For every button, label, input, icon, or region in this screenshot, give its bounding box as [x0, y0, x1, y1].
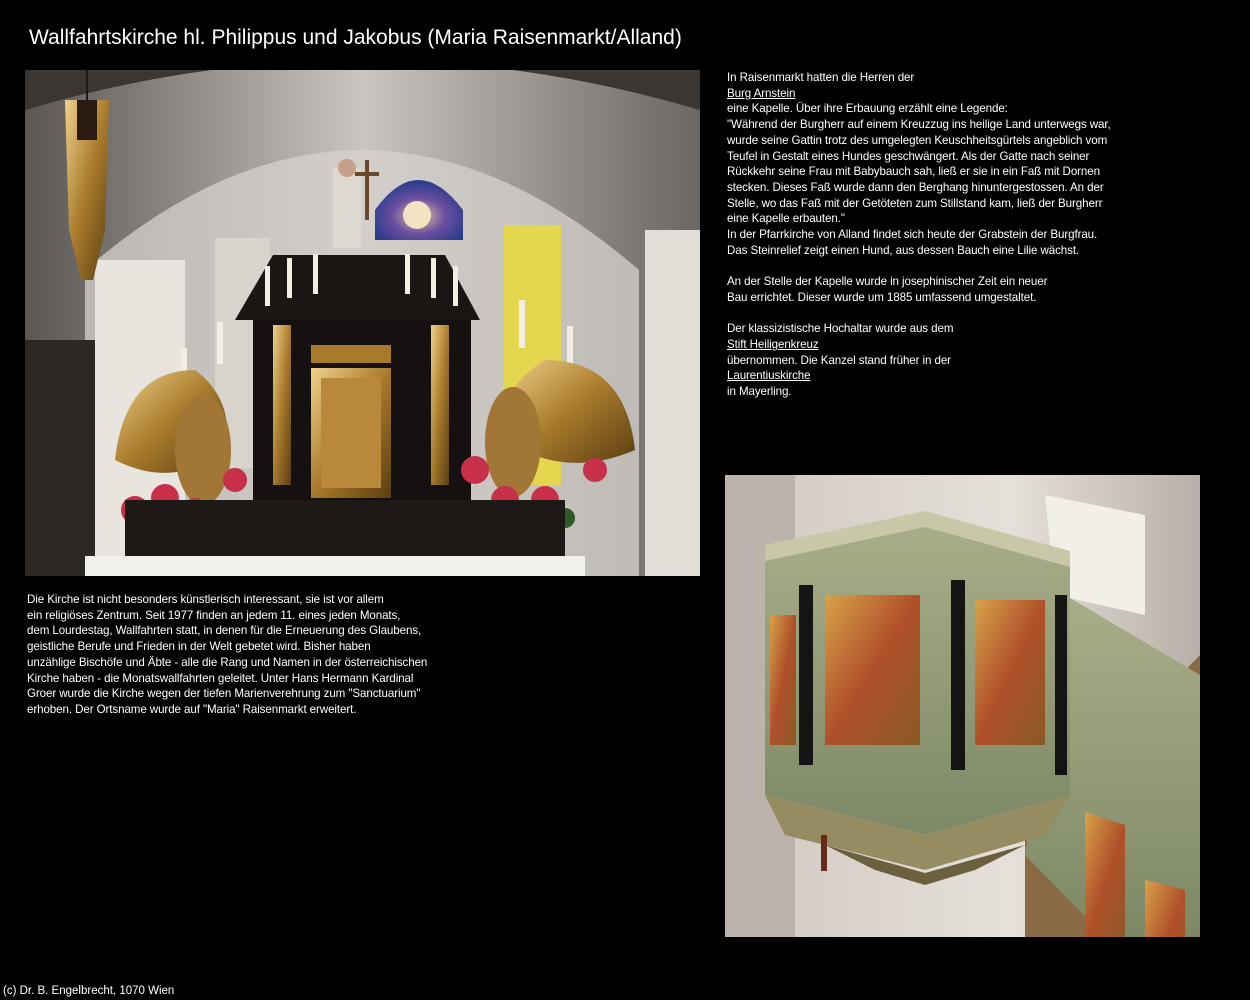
legend-line: wurde seine Gattin trotz des umgelegten Keuschheitsgürtels angeblich vom: [727, 133, 1108, 147]
altar-line: Der klassizistische Hochaltar wurde aus dem: [727, 322, 954, 336]
description-line: geistliche Berufe und Frieden in der Welt gebetet wird. Bisher haben: [27, 640, 371, 654]
description-line: ein religiöses Zentrum. Seit 1977 finden an jedem 11. eines jeden Monats,: [27, 608, 401, 622]
description-text: [27, 592, 427, 718]
laurentiuskirche-link[interactable]: Laurentiuskirche: [727, 369, 811, 383]
legend-line: Das Steinrelief zeigt einen Hund, aus dessen Bauch eine Lilie wächst.: [727, 243, 1080, 257]
legend-line: Stelle, wo das Faß mit der Getöteten zum Stillstand kam, ließ der Burgherr: [727, 196, 1103, 210]
pulpit-photo[interactable]: [725, 475, 1200, 937]
history-text: [727, 70, 1111, 400]
description-line: Die Kirche ist nicht besonders künstlerisch interessant, sie ist vor allem: [27, 593, 384, 606]
copyright-footer: (c) Dr. B. Engelbrecht, 1070 Wien: [3, 985, 175, 997]
rebuild-line: Bau errichtet. Dieser wurde um 1885 umfassend umgestaltet.: [727, 290, 1037, 304]
history-line: In Raisenmarkt hatten die Herren der: [727, 71, 915, 84]
legend-line: stecken. Dieses Faß wurde dann den Berghang hinuntergestossen. An der: [727, 180, 1104, 194]
pulpit-photo-image: [725, 475, 1200, 937]
altar-photo-image: [25, 70, 700, 576]
altar-photo[interactable]: [25, 70, 700, 576]
description-line: Kirche haben - die Monatswallfahrten geleitet. Unter Hans Hermann Kardinal: [27, 671, 414, 685]
description-line: Groer wurde die Kirche wegen der tiefen Marienverehrung zum "Sanctuarium": [27, 687, 421, 701]
legend-line: Teufel in Gestalt eines Hundes geschwängert. Als der Gatte nach seiner: [727, 149, 1090, 163]
burg-arnstein-link[interactable]: Burg Arnstein: [727, 86, 796, 100]
altar-line: übernommen. Die Kanzel stand früher in der: [727, 353, 951, 367]
rebuild-line: An der Stelle der Kapelle wurde in josephinischer Zeit ein neuer: [727, 275, 1048, 289]
description-line: erhoben. Der Ortsname wurde auf "Maria" Raisenmarkt erweitert.: [27, 702, 357, 716]
description-line: dem Lourdestag, Wallfahrten statt, in denen für die Erneuerung des Glaubens,: [27, 624, 422, 638]
description-line: unzählige Bischöfe und Äbte - alle die Rang und Namen in der österreichischen: [27, 655, 428, 669]
stift-heiligenkreuz-link[interactable]: Stift Heiligenkreuz: [727, 337, 819, 351]
legend-line: eine Kapelle erbauten.": [727, 212, 845, 226]
history-line: eine Kapelle. Über ihre Erbauung erzählt eine Legende:: [727, 102, 1008, 116]
altar-line: in Mayerling.: [727, 385, 792, 399]
page-title: Wallfahrtskirche hl. Philippus und Jakobus (Maria Raisenmarkt/Alland): [29, 26, 682, 49]
legend-line: In der Pfarrkirche von Alland findet sich heute der Grabstein der Burgfrau.: [727, 228, 1098, 242]
legend-line: "Während der Burgherr auf einem Kreuzzug ins heilige Land unterwegs war,: [727, 118, 1111, 132]
legend-line: Rückkehr seine Frau mit Babybauch sah, ließ er sie in ein Faß mit Dornen: [727, 165, 1100, 179]
